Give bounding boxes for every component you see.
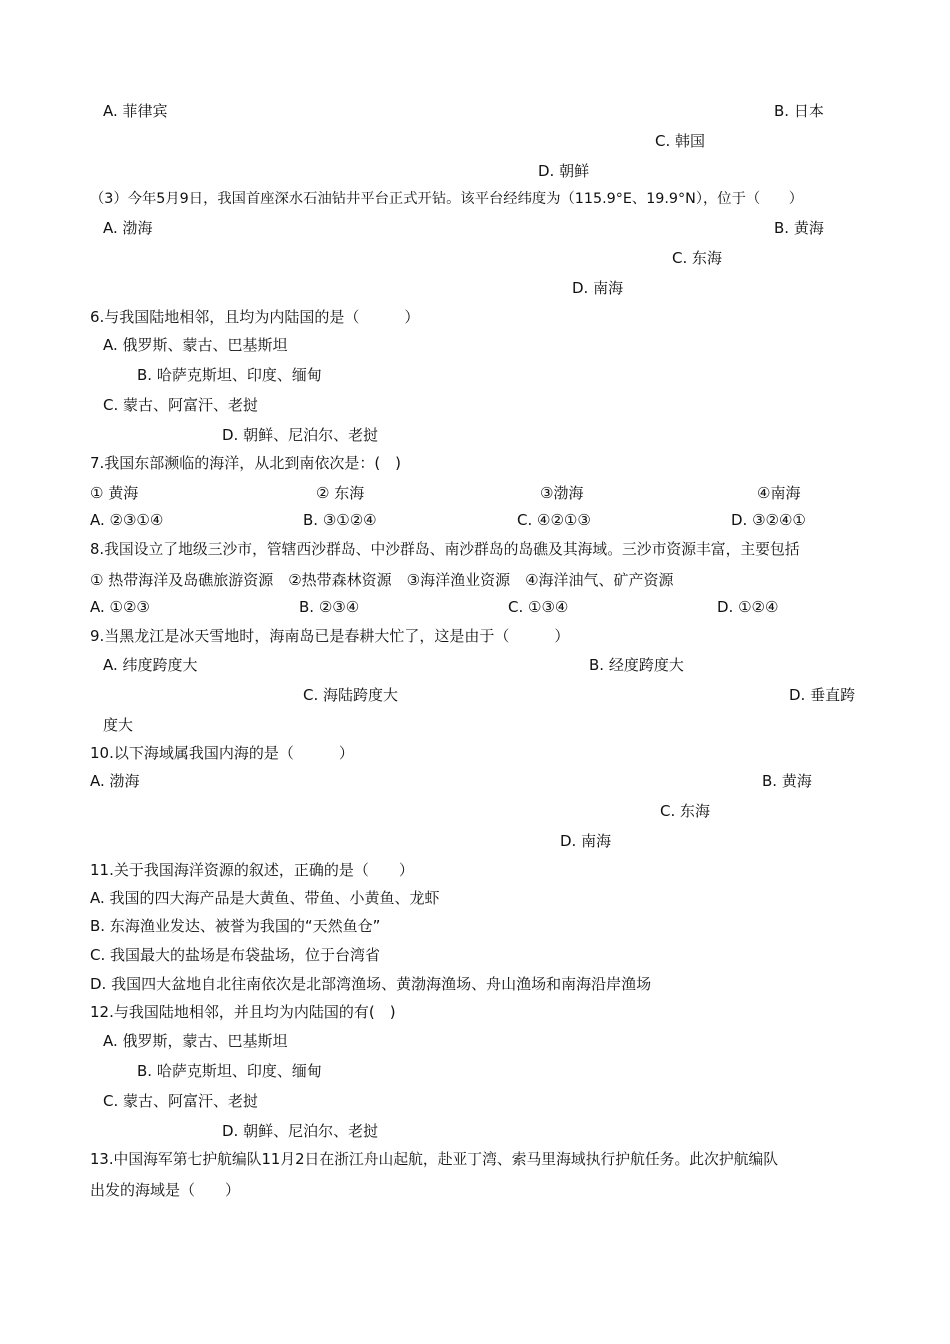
q9-option-d-continued: 度大 xyxy=(103,716,134,734)
q7-option-d: D. ③②④① xyxy=(731,511,806,529)
q6-option-c: C. 蒙古、阿富汗、老挝 xyxy=(103,396,259,414)
q8-items: ① 热带海洋及岛礁旅游资源 ②热带森林资源 ③海洋渔业资源 ④海洋油气、矿产资源 xyxy=(90,571,674,589)
q7-item-2: ② 东海 xyxy=(316,484,365,502)
q11-option-b: B. 东海渔业发达、被誉为我国的“天然鱼仓” xyxy=(90,917,381,935)
q7-option-b: B. ③①②④ xyxy=(303,511,377,529)
q7-stem: 7.我国东部濒临的海洋，从北到南依次是：( ) xyxy=(90,454,402,472)
q8-stem: 8.我国设立了地级三沙市，管辖西沙群岛、中沙群岛、南沙群岛的岛礁及其海域。三沙市资源丰富，主要包括 xyxy=(90,541,800,558)
q12-option-a: A. 俄罗斯，蒙古、巴基斯坦 xyxy=(103,1032,288,1050)
q10-option-c: C. 东海 xyxy=(660,802,711,820)
q9-option-a: A. 纬度跨度大 xyxy=(103,656,198,674)
q8-option-b: B. ②③④ xyxy=(299,598,360,616)
q8-option-a: A. ①②③ xyxy=(90,598,150,616)
q9-stem: 9.当黑龙江是冰天雪地时，海南岛已是春耕大忙了，这是由于（ ） xyxy=(90,627,570,645)
q6-option-d: D. 朝鲜、尼泊尔、老挝 xyxy=(222,426,379,444)
q5-option-b: B. 日本 xyxy=(774,102,824,120)
q5-option-a: A. 菲律宾 xyxy=(103,102,168,120)
q6-stem: 6.与我国陆地相邻，且均为内陆国的是（ ） xyxy=(90,308,420,326)
q7-option-a: A. ②③①④ xyxy=(90,511,164,529)
q11-option-c: C. 我国最大的盐场是布袋盐场，位于台湾省 xyxy=(90,946,381,964)
q9-option-b: B. 经度跨度大 xyxy=(589,656,684,674)
q10-option-b: B. 黄海 xyxy=(762,772,812,790)
q10-stem: 10.以下海域属我国内海的是（ ） xyxy=(90,744,354,762)
q7-item-1: ① 黄海 xyxy=(90,484,139,502)
q9-option-c: C. 海陆跨度大 xyxy=(303,686,399,704)
q11-stem: 11.关于我国海洋资源的叙述，正确的是（ ） xyxy=(90,861,414,879)
q8-option-c: C. ①③④ xyxy=(508,598,569,616)
q6-option-a: A. 俄罗斯、蒙古、巴基斯坦 xyxy=(103,336,288,354)
q11-option-d: D. 我国四大盆地自北往南依次是北部湾渔场、黄渤海渔场、舟山渔场和南海沿岸渔场 xyxy=(90,975,652,993)
q5-option-c: C. 韩国 xyxy=(655,132,706,150)
q5-3-option-d: D. 南海 xyxy=(572,279,624,297)
q6-option-b: B. 哈萨克斯坦、印度、缅甸 xyxy=(137,366,322,384)
q12-option-b: B. 哈萨克斯坦、印度、缅甸 xyxy=(137,1062,322,1080)
q11-option-a: A. 我国的四大海产品是大黄鱼、带鱼、小黄鱼、龙虾 xyxy=(90,889,440,907)
q13-stem: 13.中国海军第七护航编队11月2日在浙江舟山起航，赴亚丁湾、索马里海域执行护航任务。此次护航编队 xyxy=(90,1151,779,1168)
q12-option-d: D. 朝鲜、尼泊尔、老挝 xyxy=(222,1122,379,1140)
q5-3-option-c: C. 东海 xyxy=(672,249,723,267)
q5-3-option-a: A. 渤海 xyxy=(103,219,153,237)
q13-stem-continued: 出发的海域是（ ） xyxy=(90,1181,241,1199)
q7-option-c: C. ④②①③ xyxy=(517,511,591,529)
q12-option-c: C. 蒙古、阿富汗、老挝 xyxy=(103,1092,259,1110)
q10-option-a: A. 渤海 xyxy=(90,772,140,790)
q9-option-d: D. 垂直跨 xyxy=(789,686,856,704)
q5-3-option-b: B. 黄海 xyxy=(774,219,824,237)
q5-option-d: D. 朝鲜 xyxy=(538,162,590,180)
q5-3-stem: （3）今年5月9日，我国首座深水石油钻井平台正式开钻。该平台经纬度为（115.9°E、19.9°N），位于（ ） xyxy=(90,191,804,207)
q8-option-d: D. ①②④ xyxy=(717,598,779,616)
q7-item-3: ③渤海 xyxy=(540,484,584,502)
q12-stem: 12.与我国陆地相邻，并且均为内陆国的有( ) xyxy=(90,1003,396,1021)
q7-item-4: ④南海 xyxy=(757,484,801,502)
q10-option-d: D. 南海 xyxy=(560,832,612,850)
